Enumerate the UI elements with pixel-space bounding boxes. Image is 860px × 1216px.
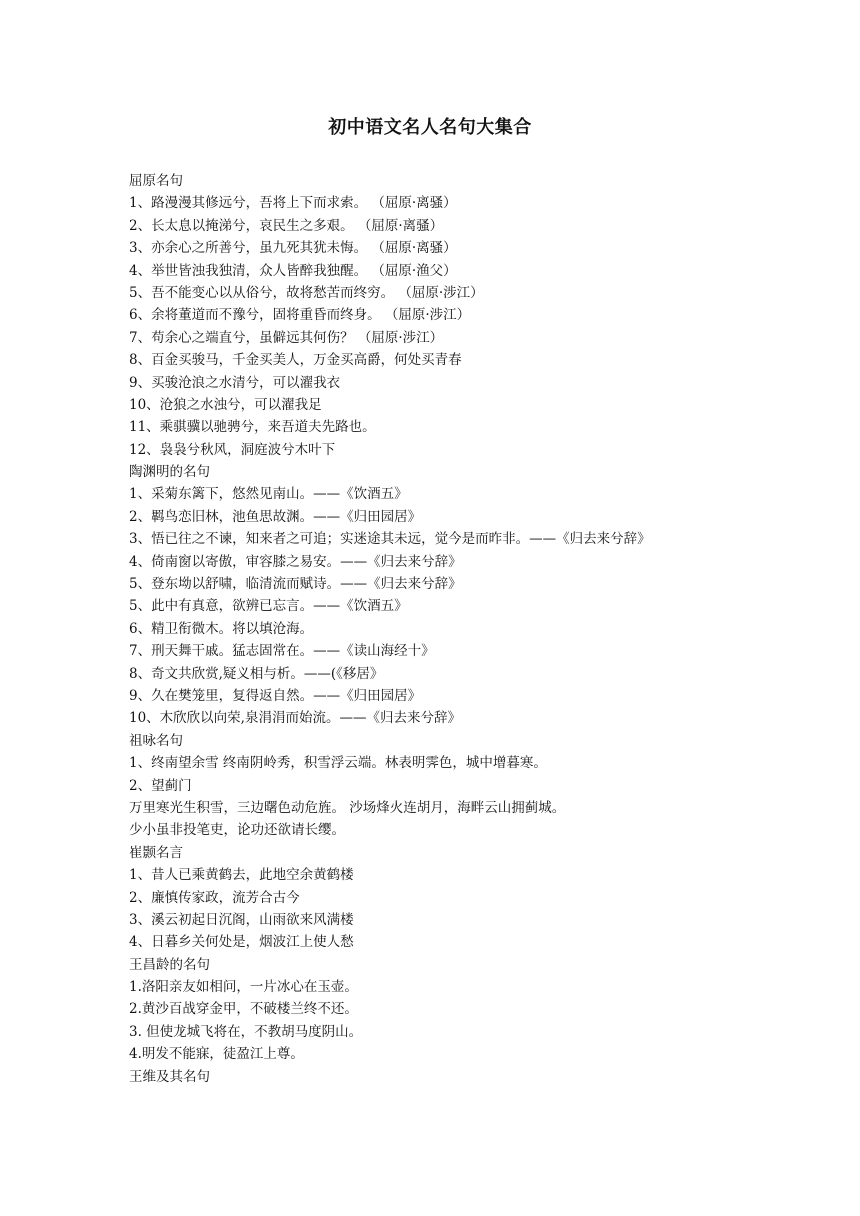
quote-line: 4、举世皆浊我独清，众人皆醉我独醒。 （屈原·渔父） [129,262,457,279]
quote-line: 1.洛阳亲友如相问，一片冰心在玉壶。 [129,979,358,996]
section-wang-wei [129,1066,749,1088]
quote-line: 8、百金买骏马，千金买美人，万金买高爵，何处买青春 [129,352,462,369]
quote-line: 4.明发不能寐，徒盈江上尊。 [129,1046,304,1063]
section-heading: 屈原名句 [129,173,183,189]
quote-line: 少小虽非投笔吏，论功还欲请长缨。 [129,822,345,839]
quote-line: 5、吾不能变心以从俗兮，故将愁苦而终穷。 （屈原·涉江） [129,284,484,301]
section-wang-changling [129,954,749,1066]
section-qu-yuan [129,170,749,461]
quote-line: 2.黄沙百战穿金甲，不破楼兰终不还。 [129,1001,358,1018]
quote-line: 12、袅袅兮秋风，洞庭波兮木叶下 [129,441,336,458]
quote-line: 9、买骏沧浪之水清兮，可以濯我衣 [129,374,341,391]
section-heading: 王昌龄的名句 [129,956,210,973]
quote-line: 9、久在樊笼里，复得返自然。——《归田园居》 [129,687,422,704]
quote-line: 7、苟余心之端直兮，虽僻远其何伤？ （屈原·涉江） [129,329,444,346]
quote-line: 8、奇文共欣赏,疑义相与析。——(《移居》 [129,665,384,682]
quote-line: 4、倚南窗以寄傲，审容膝之易安。——《归去来兮辞》 [129,553,462,570]
quote-line: 10、沧狼之水浊兮，可以濯我足 [129,396,322,413]
page-title: 初中语文名人名句大集合 [328,117,532,138]
section-zu-yong [129,730,749,842]
quote-line: 1、终南望余雪 终南阴岭秀，积雪浮云端。林表明霁色，城中增暮寒。 [129,755,547,772]
section-tao-yuanming [129,461,749,730]
quote-line: 6、精卫衔微木。将以填沧海。 [129,620,314,637]
section-heading: 祖咏名句 [129,732,183,749]
document-body [129,170,749,1088]
quote-line: 3、溪云初起日沉阁，山雨欲来风满楼 [129,911,354,928]
quote-line: 6、余将董道而不豫兮，固将重昏而终身。 （屈原·涉江） [129,307,471,324]
section-heading: 陶渊明的名句 [129,464,210,481]
quote-line: 7、刑天舞干戚。猛志固常在。——《读山海经十》 [129,643,435,660]
quote-line: 2、长太息以掩涕兮，哀民生之多艰。 （屈原·离骚） [129,217,444,234]
quote-line: 3、亦余心之所善兮，虽九死其犹未悔。 （屈原·离骚） [129,240,457,257]
section-heading: 崔颢名言 [129,844,183,861]
quote-line: 4、日暮乡关何处是，烟波江上使人愁 [129,934,354,951]
quote-line: 11、乘骐骥以驰骋兮，来吾道夫先路也。 [129,419,376,436]
quote-line: 万里寒光生积雪，三边曙色动危旌。 沙场烽火连胡月，海畔云山拥蓟城。 [129,799,566,816]
quote-line: 1、采菊东篱下，悠然见南山。——《饮酒五》 [129,486,408,503]
quote-line: 2、羁鸟恋旧林，池鱼思故渊。——《归田园居》 [129,508,422,525]
quote-line: 2、望蓟门 [129,777,192,794]
quote-line: 1、昔人已乘黄鹤去，此地空余黄鹤楼 [129,867,354,884]
quote-line: 5、此中有真意，欲辨已忘言。——《饮酒五》 [129,598,408,615]
quote-line: 1、路漫漫其修远兮，吾将上下而求索。 （屈原·离骚） [129,195,457,212]
quote-line: 3、悟已往之不谏，知来者之可追；实迷途其未远，觉今是而昨非。——《归去来兮辞》 [129,531,651,548]
section-cui-hao [129,842,749,954]
quote-line: 10、木欣欣以向荣,泉涓涓而始流。——《归去来兮辞》 [129,710,461,727]
section-heading: 王维及其名句 [129,1068,210,1085]
quote-line: 2、廉慎传家政，流芳合古今 [129,889,300,906]
quote-line: 3. 但使龙城飞将在，不教胡马度阴山。 [129,1023,363,1040]
quote-line: 5、登东坳以舒啸，临清流而赋诗。——《归去来兮辞》 [129,576,462,593]
